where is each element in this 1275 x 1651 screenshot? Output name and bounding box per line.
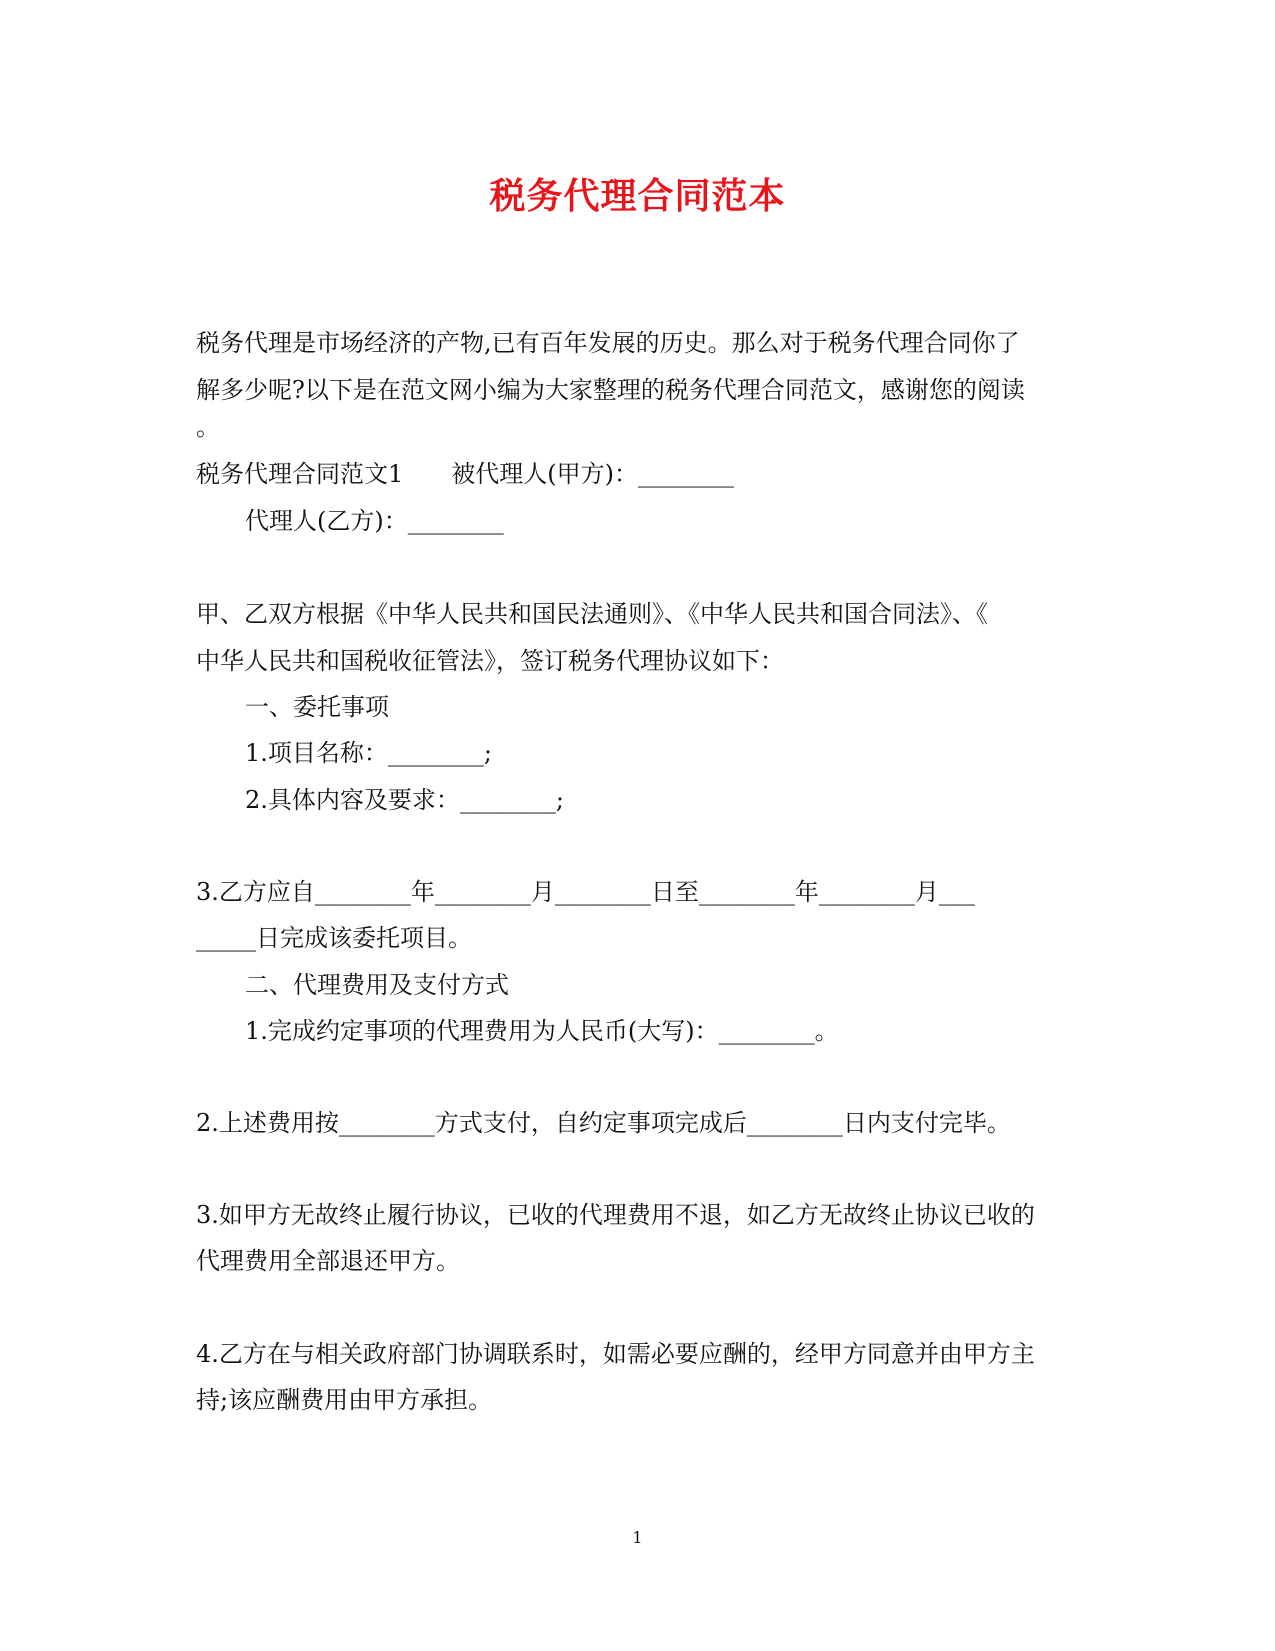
section-heading: 一、委托事项 (245, 693, 389, 721)
paragraph-line: 4.乙方在与相关政府部门协调联系时，如需必要应酬的，经甲方同意并由甲方主 (196, 1340, 1035, 1368)
paragraph-line: 代理人(乙方)：________ (245, 507, 504, 535)
paragraph-line: 2.具体内容及要求：________; (245, 786, 564, 814)
paragraph-line: 中华人民共和国税收征管法》，签订税务代理协议如下： (196, 647, 784, 675)
paragraph-line: _____日完成该委托项目。 (196, 924, 472, 952)
paragraph-line: 持;该应酬费用由甲方承担。 (196, 1386, 493, 1414)
page-number: 1 (632, 1528, 643, 1547)
paragraph-line: 税务代理是市场经济的产物,已有百年发展的历史。那么对于税务代理合同你了 (196, 329, 1020, 357)
paragraph-line: 3.乙方应自________年________月________日至________年________月___ (196, 878, 975, 906)
paragraph-line: 2.上述费用按________方式支付，自约定事项完成后________日内支付完毕。 (196, 1109, 1011, 1137)
section-heading: 二、代理费用及支付方式 (245, 971, 509, 999)
paragraph-line: 1.完成约定事项的代理费用为人民币(大写)：________。 (245, 1017, 839, 1045)
paragraph-line: 代理费用全部退还甲方。 (196, 1247, 460, 1275)
paragraph-line: 税务代理合同范文1 被代理人(甲方)：________ (196, 460, 734, 488)
paragraph-line: 。 (196, 413, 220, 441)
paragraph-line: 1.项目名称：________; (245, 739, 492, 767)
paragraph-line: 解多少呢?以下是在范文网小编为大家整理的税务代理合同范文，感谢您的阅读 (196, 376, 1025, 404)
paragraph-line: 3.如甲方无故终止履行协议，已收的代理费用不退，如乙方无故终止协议已收的 (196, 1201, 1035, 1229)
document-title: 税务代理合同范本 (489, 175, 786, 217)
paragraph-line: 甲、乙双方根据《中华人民共和国民法通则》、《中华人民共和国合同法》、《 (196, 600, 988, 628)
